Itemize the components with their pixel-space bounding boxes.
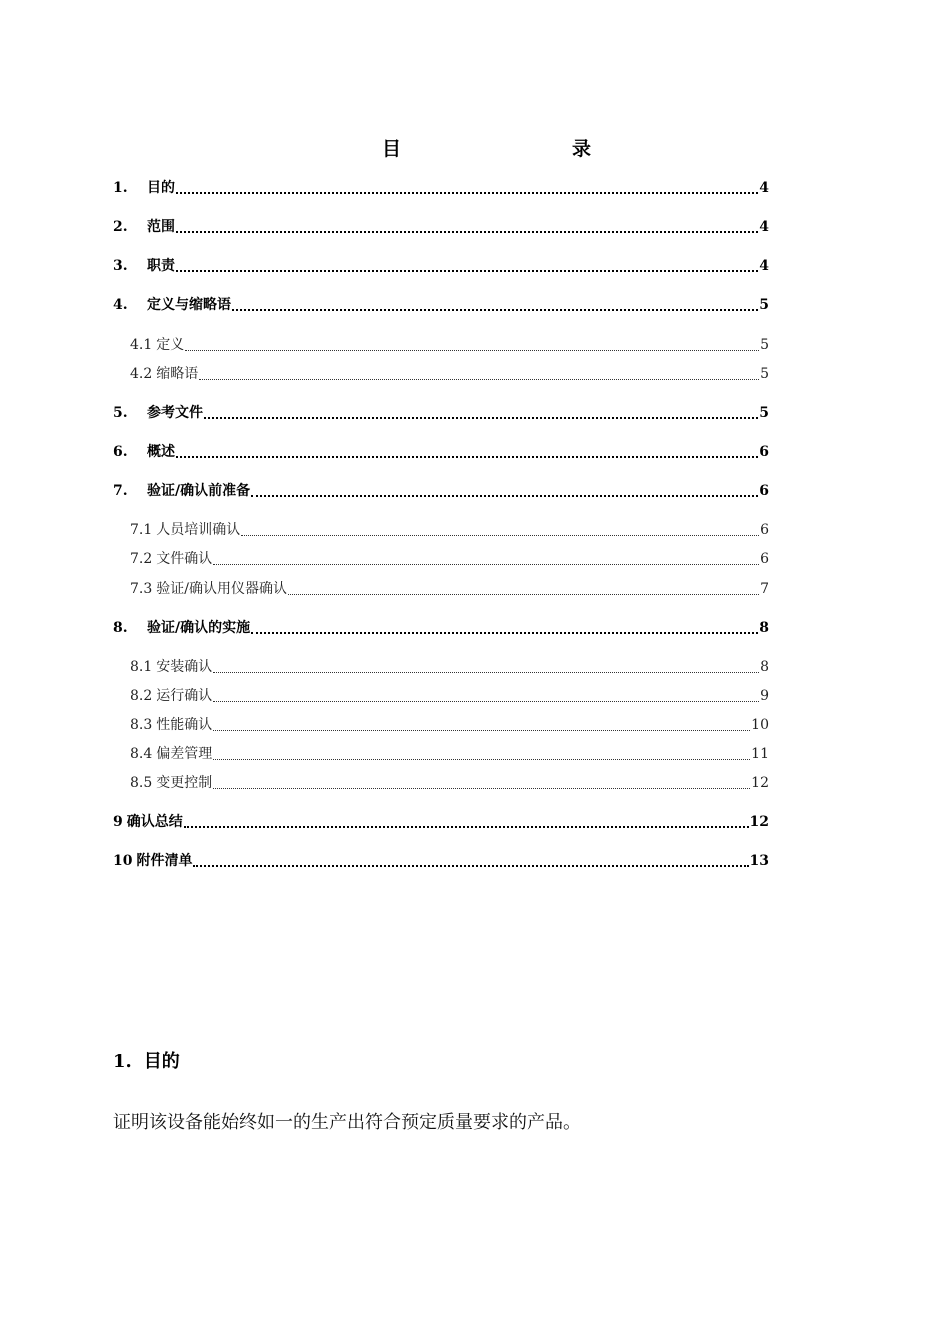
toc-entry-label: 附件清单	[136, 853, 193, 869]
toc-entry-label: 目的	[147, 180, 175, 196]
toc-entry-4-2[interactable]	[130, 363, 769, 385]
toc-entry-implementation[interactable]	[113, 617, 769, 639]
toc-leader-dots	[251, 495, 758, 497]
toc-entry-scope[interactable]	[113, 216, 769, 238]
toc-entry-definitions[interactable]	[113, 294, 769, 316]
toc-entry-page: 13	[749, 853, 769, 869]
toc-entry-number: 7.1	[130, 522, 153, 538]
toc-entry-8-3[interactable]	[130, 714, 769, 736]
toc-entry-label: 定义与缩略语	[147, 297, 231, 313]
toc-entry-page: 8	[759, 620, 769, 636]
toc-entry-label: 范围	[147, 219, 175, 235]
toc-leader-dots	[241, 535, 759, 536]
toc-title-left: 目	[382, 138, 402, 160]
toc-leader-dots	[251, 632, 758, 634]
toc-entry-page: 10	[751, 717, 769, 733]
toc-entry-number: 8.	[113, 620, 128, 636]
toc-title-right: 录	[572, 138, 592, 160]
toc-entry-label: 缩略语	[156, 366, 199, 382]
toc-leader-dots	[232, 309, 758, 311]
toc-entry-label: 人员培训确认	[156, 522, 241, 538]
toc-entry-label: 验证/确认用仪器确认	[156, 581, 287, 597]
toc-entry-label: 职责	[147, 258, 175, 274]
toc-entry-number: 8.4	[130, 746, 153, 762]
section-body-text: 证明该设备能始终如一的生产出符合预定质量要求的产品。	[113, 1112, 581, 1133]
toc-entry-page: 4	[759, 219, 769, 235]
toc-entry-page: 6	[760, 551, 769, 567]
toc-entry-label: 运行确认	[156, 688, 213, 704]
toc-entry-purpose[interactable]	[113, 177, 769, 199]
toc-entry-8-4[interactable]	[130, 743, 769, 765]
toc-entry-page: 6	[760, 522, 769, 538]
toc-entry-page: 9	[760, 688, 769, 704]
toc-entry-page: 6	[759, 444, 769, 460]
toc-leader-dots	[213, 672, 759, 673]
toc-entry-number: 1.	[113, 180, 128, 196]
toc-leader-dots	[185, 350, 759, 351]
toc-entry-number: 4.2	[130, 366, 153, 382]
toc-entry-page: 5	[760, 337, 769, 353]
toc-leader-dots	[176, 270, 758, 272]
toc-entry-overview[interactable]	[113, 441, 769, 463]
toc-entry-4-1[interactable]	[130, 334, 769, 356]
toc-entry-preparation[interactable]	[113, 480, 769, 502]
toc-entry-8-1[interactable]	[130, 656, 769, 678]
toc-entry-page: 7	[760, 581, 769, 597]
toc-entry-label: 偏差管理	[156, 746, 213, 762]
toc-entry-number: 8.2	[130, 688, 153, 704]
toc-entry-page: 12	[751, 775, 769, 791]
toc-leader-dots	[213, 730, 750, 731]
section-number: 1.	[113, 1051, 132, 1072]
toc-entry-label: 概述	[147, 444, 175, 460]
toc-entry-number: 4.1	[130, 337, 153, 353]
section-heading-purpose	[113, 1047, 180, 1077]
toc-leader-dots	[204, 417, 758, 419]
toc-leader-dots	[176, 192, 758, 194]
toc-entry-8-2[interactable]	[130, 685, 769, 707]
toc-entry-responsibilities[interactable]	[113, 255, 769, 277]
toc-leader-dots	[213, 759, 750, 760]
toc-entry-label: 安装确认	[156, 659, 213, 675]
toc-entry-number: 7.	[113, 483, 128, 499]
toc-entry-page: 11	[751, 746, 769, 762]
toc-entry-label: 验证/确认的实施	[147, 620, 251, 636]
toc-entry-page: 12	[749, 814, 769, 830]
toc-entry-page: 4	[759, 180, 769, 196]
toc-entry-number: 8.1	[130, 659, 153, 675]
toc-entry-number: 7.3	[130, 581, 153, 597]
toc-leader-dots	[199, 379, 759, 380]
toc-entry-page: 5	[759, 297, 769, 313]
toc-entry-page: 8	[760, 659, 769, 675]
toc-entry-number: 5.	[113, 405, 128, 421]
toc-entry-7-3[interactable]	[130, 578, 769, 600]
toc-leader-dots	[193, 865, 748, 867]
toc-entry-number: 10	[113, 853, 133, 869]
toc-entry-label: 变更控制	[156, 775, 213, 791]
toc-leader-dots	[213, 701, 759, 702]
toc-entry-label: 参考文件	[147, 405, 203, 421]
toc-title	[0, 134, 950, 164]
toc-leader-dots	[176, 456, 758, 458]
toc-entry-page: 4	[759, 258, 769, 274]
toc-entry-label: 验证/确认前准备	[147, 483, 251, 499]
toc-entry-attachments[interactable]	[113, 850, 769, 872]
toc-entry-page: 5	[760, 366, 769, 382]
toc-entry-number: 7.2	[130, 551, 153, 567]
toc-leader-dots	[288, 594, 759, 595]
toc-entry-label: 定义	[156, 337, 185, 353]
toc-leader-dots	[184, 826, 749, 828]
toc-entry-page: 5	[759, 405, 769, 421]
toc-entry-references[interactable]	[113, 402, 769, 424]
toc-entry-summary[interactable]	[113, 811, 769, 833]
toc-entry-7-1[interactable]	[130, 519, 769, 541]
toc-leader-dots	[213, 564, 759, 565]
toc-entry-number: 2.	[113, 219, 128, 235]
toc-entry-label: 性能确认	[156, 717, 213, 733]
toc-entry-number: 3.	[113, 258, 128, 274]
toc-entry-number: 4.	[113, 297, 128, 313]
toc-entry-page: 6	[759, 483, 769, 499]
toc-entry-label: 文件确认	[156, 551, 213, 567]
toc-entry-8-5[interactable]	[130, 772, 769, 794]
toc-entry-label: 确认总结	[126, 814, 183, 830]
toc-entry-number: 8.5	[130, 775, 153, 791]
toc-leader-dots	[213, 788, 750, 789]
toc-entry-number: 9	[113, 814, 123, 830]
toc-entry-number: 6.	[113, 444, 128, 460]
toc-entry-7-2[interactable]	[130, 548, 769, 570]
toc-entry-number: 8.3	[130, 717, 153, 733]
section-title: 目的	[143, 1051, 180, 1072]
toc-leader-dots	[176, 231, 758, 233]
